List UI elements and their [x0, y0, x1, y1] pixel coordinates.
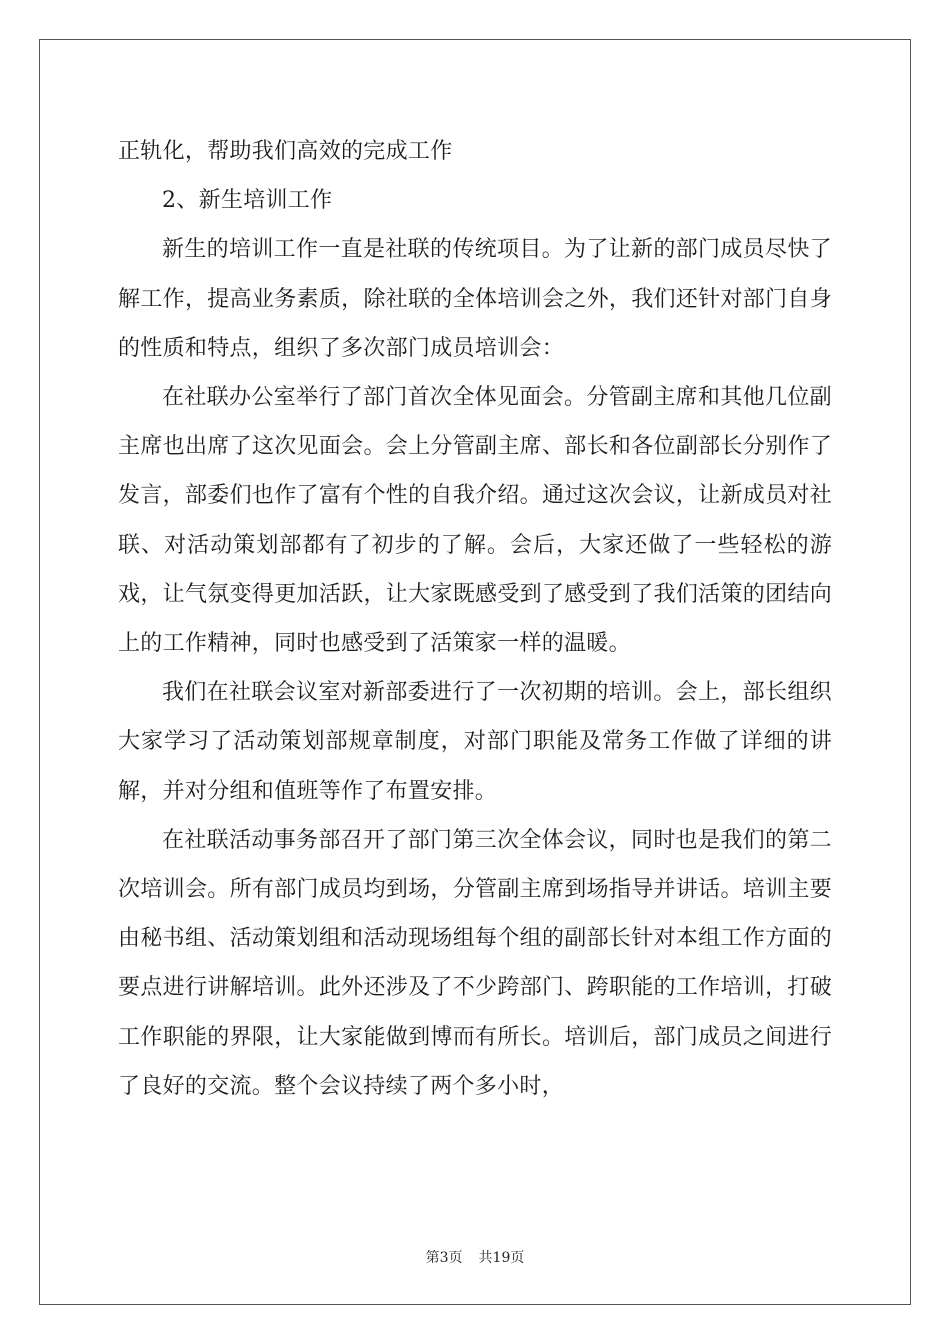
document-body: [118, 127, 832, 1111]
page-total: 共19页: [478, 1250, 525, 1266]
section-heading: 2、新生培训工作: [162, 188, 333, 214]
paragraph-5: 在社联活动事务部召开了部门第三次全体会议，同时也是我们的第二次培训会。所有部门成员均到场，分管副主席到场指导并讲话。培训主要由秘书组、活动策划组和活动现场组每个组的副部长针对本组工作方面的要点进行讲解培训。此外还涉及了不少跨部门、跨职能的工作培训，打破工作职能的界限，让大家能做到博而有所长。培训后，部门成员之间进行了良好的交流。整个会议持续了两个多小时，: [118, 827, 832, 1099]
paragraph-3: 在社联办公室举行了部门首次全体见面会。分管副主席和其他几位副主席也出席了这次见面会。会上分管副主席、部长和各位副部长分别作了发言，部委们也作了富有个性的自我介绍。通过这次会议，让新成员对社联、对活动策划部都有了初步的了解。会后，大家还做了一些轻松的游戏，让气氛变得更加活跃，让大家既感受到了感受到了我们活策的团结向上的工作精神，同时也感受到了活策家一样的温暖。: [118, 385, 832, 657]
page-number: 第3页: [425, 1250, 463, 1266]
paragraph-2: 新生的培训工作一直是社联的传统项目。为了让新的部门成员尽快了解工作，提高业务素质，除社联的全体培训会之外，我们还针对部门自身的性质和特点，组织了多次部门成员培训会：: [118, 237, 832, 361]
paragraph-1: 正轨化，帮助我们高效的完成工作: [118, 139, 453, 164]
page-footer: [0, 1247, 950, 1267]
paragraph-4: 我们在社联会议室对新部委进行了一次初期的培训。会上，部长组织大家学习了活动策划部规章制度，对部门职能及常务工作做了详细的讲解，并对分组和值班等作了布置安排。: [118, 680, 832, 804]
